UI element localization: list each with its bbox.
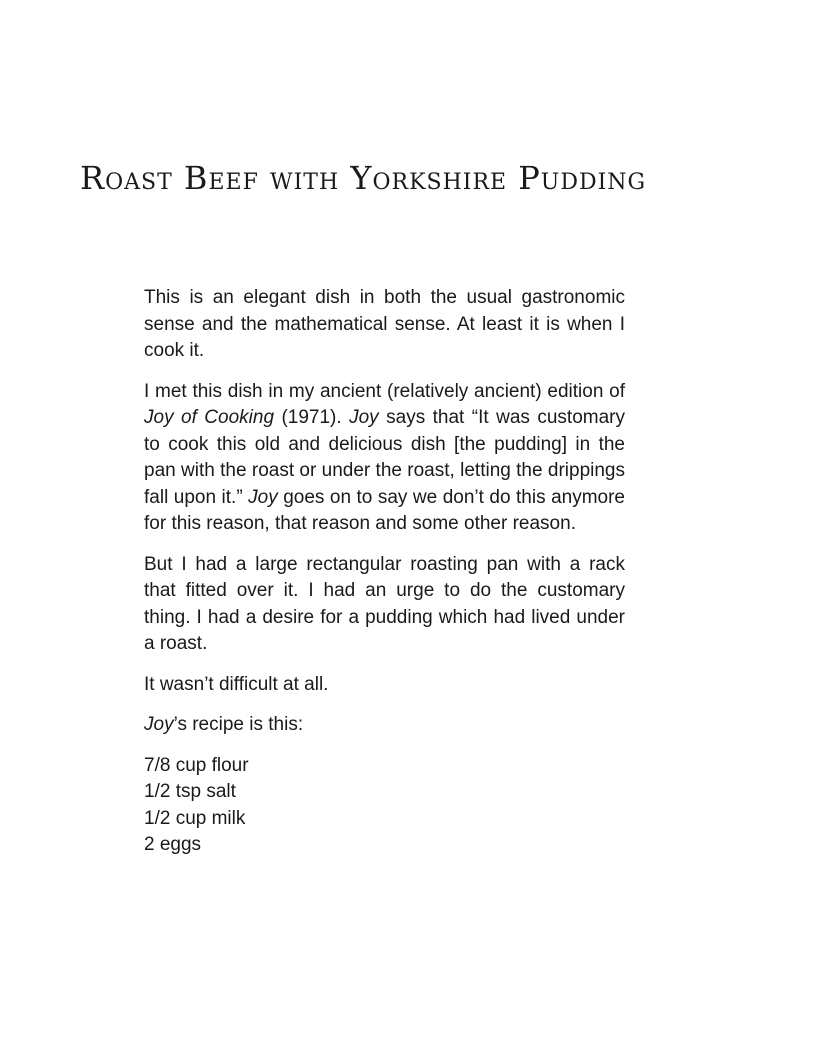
article-body — [144, 285, 625, 859]
paragraph-text: goes on to say we don’t do this anymore for this reason, that reason and some other reason. — [144, 486, 625, 534]
paragraph-intro: This is an elegant dish in both the usual gastronomic sense and the mathematical sense. At least it is when I cook it. — [144, 287, 625, 361]
paragraph-text: says that “It was customary to cook this old and delicious dish [the pudding] in the pan with the roast or under the roast, letting the drippings fall upon it.” — [144, 407, 625, 508]
book-title: Joy of Cooking — [144, 407, 275, 428]
paragraph-recipe-intro — [144, 712, 625, 739]
ingredient-item: 2 eggs — [144, 834, 202, 855]
ingredient-item: 7/8 cup flour — [144, 754, 249, 776]
ingredient-list — [144, 753, 625, 859]
paragraph-text: I met this dish in my ancient (relatively ancient) edition of — [144, 380, 625, 402]
ingredient-item: 1/2 cup milk — [144, 807, 246, 829]
paragraph-text: ’s recipe is this: — [173, 714, 304, 735]
paragraph-text: (1971). — [274, 407, 350, 428]
book-short-title: Joy — [349, 407, 379, 428]
paragraph-not-difficult: It wasn’t difficult at all. — [144, 673, 329, 695]
book-short-title: Joy — [144, 714, 174, 735]
paragraph-roasting-pan: But I had a large rectangular roasting pan with a rack that fitted over it. I had an urge to do the customary thing. I had a desire for a pudding which had lived under a roast. — [144, 553, 625, 654]
book-short-title: Joy — [248, 486, 278, 508]
page-title: Roast Beef with Yorkshire Pudding — [80, 159, 647, 197]
ingredient-item: 1/2 tsp salt — [144, 781, 236, 802]
paragraph-joy-of-cooking — [144, 379, 625, 538]
